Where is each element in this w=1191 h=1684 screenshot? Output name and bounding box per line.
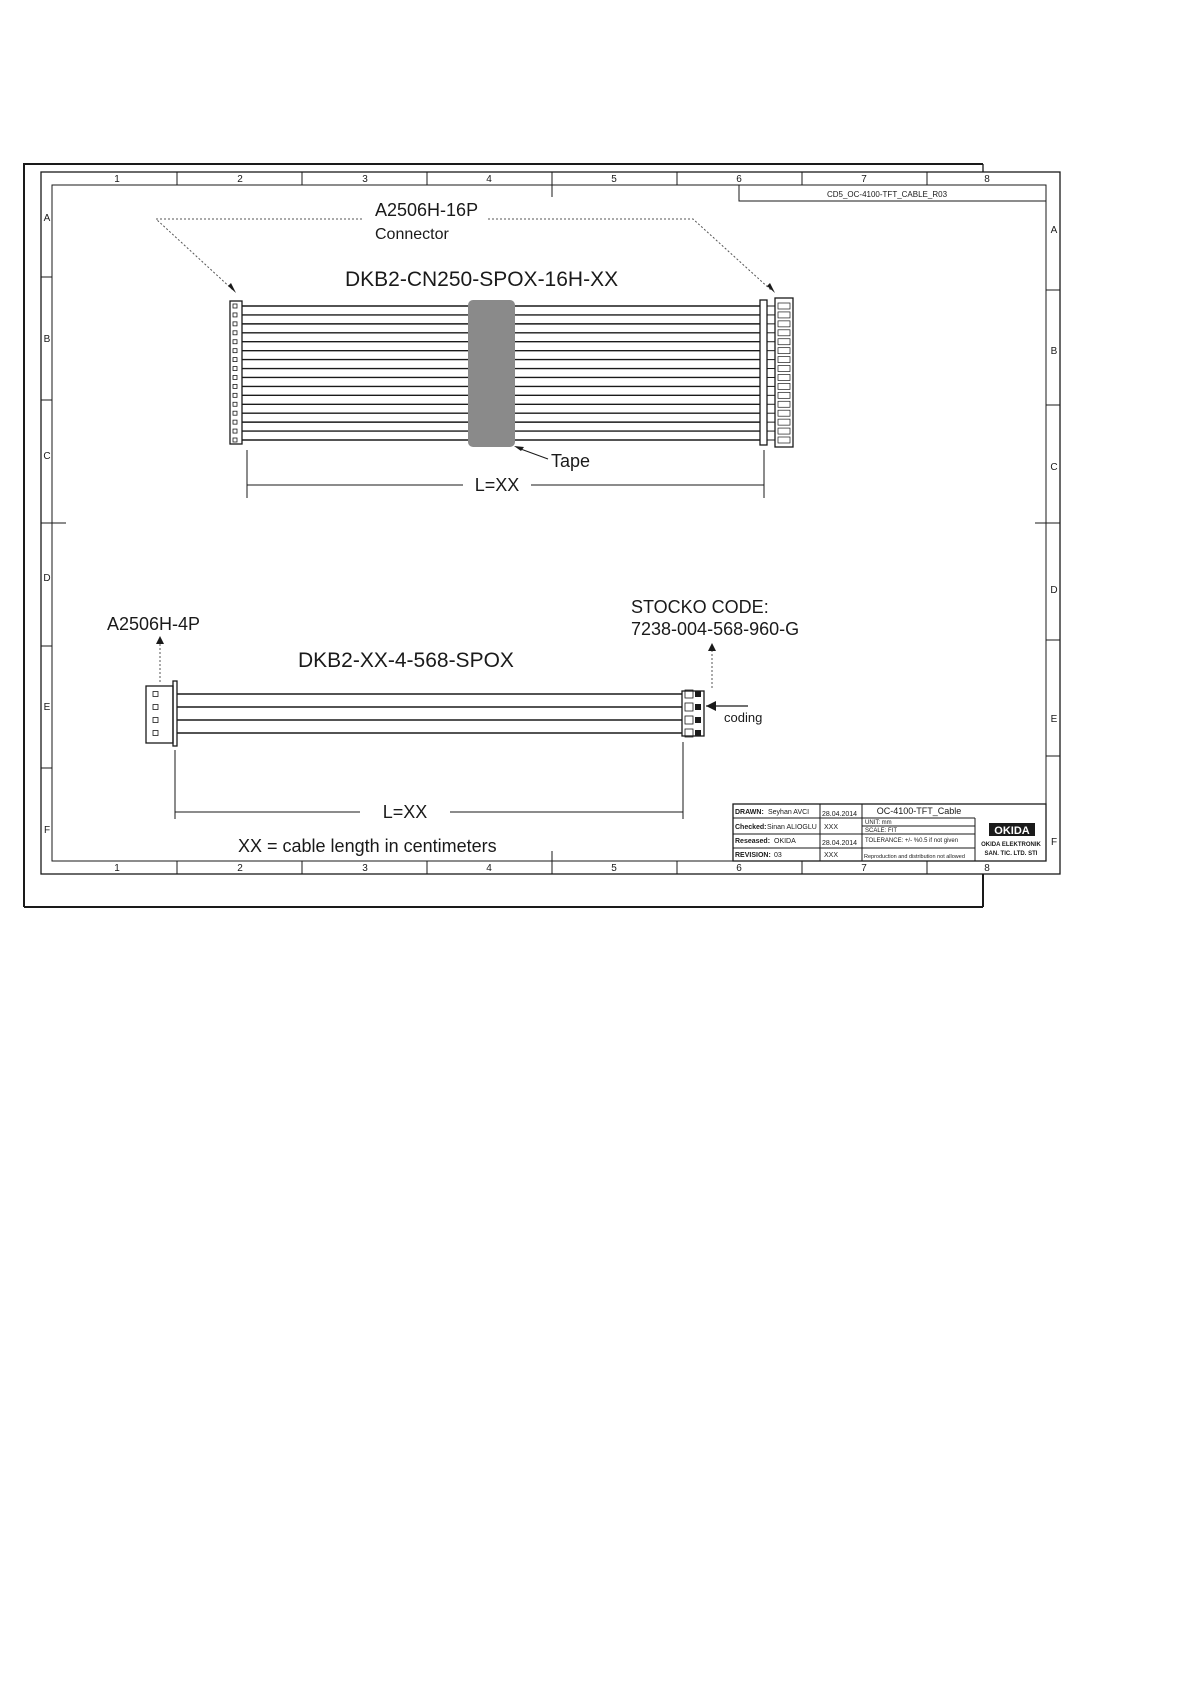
pin-cavity <box>778 312 790 318</box>
title-block <box>733 804 1046 861</box>
cable-4p-assembly <box>107 597 799 822</box>
col-label-top: 7 <box>861 174 867 185</box>
revision-date: XXX <box>824 852 839 859</box>
col-label-top: 5 <box>611 174 617 185</box>
col-label-top: 6 <box>736 174 742 185</box>
latch-block <box>695 704 701 710</box>
released-label: Reseased: <box>735 838 771 845</box>
row-label-left: B <box>43 334 51 345</box>
pin-cavity <box>233 402 237 406</box>
pin-cavity <box>233 393 237 397</box>
scale-label: SCALE: FIT <box>865 828 898 834</box>
cable-16p-part-label: DKB2-CN250-SPOX-16H-XX <box>345 268 619 291</box>
col-label-bottom: 2 <box>237 863 243 874</box>
unit-label: UNIT: mm <box>865 820 892 826</box>
revision-value: 03 <box>774 852 782 859</box>
row-label-left: F <box>43 825 51 836</box>
connector-16p-right-housing <box>760 300 767 445</box>
checked-by: Sinan ALIOGLU <box>767 824 817 831</box>
pin-cavity <box>778 348 790 354</box>
pin-cavity <box>233 367 237 371</box>
row-labels-right <box>1050 225 1057 848</box>
connector-4p-left-lip <box>173 681 177 746</box>
row-label-right: E <box>1050 714 1058 725</box>
row-label-right: F <box>1050 837 1058 848</box>
pin-cavity <box>778 303 790 309</box>
pin-cavity <box>233 322 237 326</box>
stocko-code: 7238-004-568-960-G <box>631 619 800 639</box>
company-name-line-1: OKIDA ELEKTRONIK <box>981 842 1041 848</box>
pin-cavity <box>153 718 158 723</box>
connector-4p-right-pins <box>685 690 701 737</box>
pin-cavity <box>233 331 237 335</box>
pin-cavity <box>153 731 158 736</box>
pin-cavity <box>778 428 790 434</box>
checked-date: XXX <box>824 824 839 831</box>
row-labels-left <box>43 213 50 836</box>
released-date: 28.04.2014 <box>822 840 858 847</box>
cable-4p-part-label: DKB2-XX-4-568-SPOX <box>298 649 514 672</box>
pin-cavity <box>153 692 158 697</box>
col-label-top: 4 <box>486 174 492 185</box>
row-label-right: D <box>1050 585 1058 596</box>
connector-16p-part-label: A2506H-16P <box>375 200 479 220</box>
pin-cavity <box>233 349 237 353</box>
crimp-contact <box>685 703 693 711</box>
col-label-top: 3 <box>362 174 368 185</box>
tape-wrap <box>468 300 515 447</box>
crimp-contact <box>685 716 693 724</box>
cable-4p-wires <box>177 694 682 733</box>
connector-16p-caption: Connector <box>375 226 449 243</box>
tape-leader <box>518 448 548 459</box>
connector-16p-leader-left <box>156 219 362 290</box>
drawn-label: DRAWN: <box>735 809 764 816</box>
pin-cavity <box>778 392 790 398</box>
okida-logo: OKIDA <box>994 825 1030 837</box>
arrowhead-left-icon <box>228 283 236 293</box>
pin-cavity <box>233 304 237 308</box>
coding-label: coding <box>724 710 763 725</box>
pin-cavity <box>233 340 237 344</box>
dim-4p-label: L=XX <box>382 802 428 822</box>
pin-cavity <box>778 437 790 443</box>
pin-cavity <box>778 339 790 345</box>
drawn-by: Seyhan AVCI <box>768 809 810 816</box>
dim-16p-label: L=XX <box>474 475 520 495</box>
pin-cavity <box>778 410 790 416</box>
col-label-top: 8 <box>984 174 990 185</box>
pin-cavity <box>778 374 790 380</box>
pin-cavity <box>153 705 158 710</box>
connector-4p-left-pins <box>153 692 158 736</box>
pin-cavity <box>233 375 237 379</box>
connector-4p-arrowhead-icon <box>156 636 164 644</box>
latch-block <box>695 691 701 697</box>
row-label-left: E <box>43 702 51 713</box>
arrowhead-right-icon <box>767 283 775 293</box>
tape-label: Tape <box>551 451 591 471</box>
row-label-left: D <box>43 573 51 584</box>
pin-cavity <box>233 358 237 362</box>
pin-cavity <box>233 411 237 415</box>
col-label-bottom: 4 <box>486 863 492 874</box>
pin-cavity <box>778 357 790 363</box>
coding-arrowhead-icon <box>706 701 716 711</box>
stocko-arrowhead-icon <box>708 643 716 651</box>
row-label-left: A <box>43 213 51 224</box>
cable-16p-assembly <box>156 200 793 498</box>
drawn-date: 28.04.2014 <box>822 811 858 818</box>
latch-block <box>695 730 701 736</box>
pin-cavity <box>233 313 237 317</box>
stocko-label: STOCKO CODE: <box>631 597 769 617</box>
col-label-bottom: 6 <box>736 863 742 874</box>
revision-label: REVISION: <box>735 852 771 859</box>
checked-label: Checked: <box>735 824 767 831</box>
col-label-top: 1 <box>114 174 120 185</box>
pin-cavity <box>233 384 237 388</box>
company-name-line-2: SAN. TIC. LTD. STI <box>984 851 1038 857</box>
connector-4p-part-label: A2506H-4P <box>107 614 201 634</box>
reproduction-note: Reproduction and distribution not allowed <box>864 854 965 860</box>
drawing-title: OC-4100-TFT_Cable <box>876 806 962 816</box>
pin-cavity <box>778 366 790 372</box>
row-label-left: C <box>43 451 51 462</box>
row-label-right: B <box>1050 346 1058 357</box>
tape-arrowhead-icon <box>514 446 524 451</box>
connector-4p-left-housing <box>146 686 173 743</box>
col-label-bottom: 7 <box>861 863 867 874</box>
released-by: OKIDA <box>774 838 796 845</box>
pin-cavity <box>778 330 790 336</box>
length-note: XX = cable length in centimeters <box>238 836 497 856</box>
drawing-number: CD5_OC-4100-TFT_CABLE_R03 <box>826 190 948 199</box>
row-label-right: A <box>1050 225 1058 236</box>
pin-cavity <box>778 401 790 407</box>
connector-16p-left-pins <box>233 304 237 442</box>
col-label-top: 2 <box>237 174 243 185</box>
pin-cavity <box>778 383 790 389</box>
connector-16p-left-housing <box>230 301 242 444</box>
tolerance-label: TOLERANCE: +/- %0.5 if not given <box>865 838 959 844</box>
col-label-bottom: 1 <box>114 863 120 874</box>
latch-block <box>695 717 701 723</box>
col-label-bottom: 3 <box>362 863 368 874</box>
pin-cavity <box>778 321 790 327</box>
col-label-bottom: 5 <box>611 863 617 874</box>
pin-cavity <box>778 419 790 425</box>
connector-16p-right-pins <box>767 303 790 443</box>
pin-cavity <box>233 438 237 442</box>
row-label-right: C <box>1050 462 1058 473</box>
pin-cavity <box>233 420 237 424</box>
col-label-bottom: 8 <box>984 863 990 874</box>
pin-cavity <box>233 429 237 433</box>
